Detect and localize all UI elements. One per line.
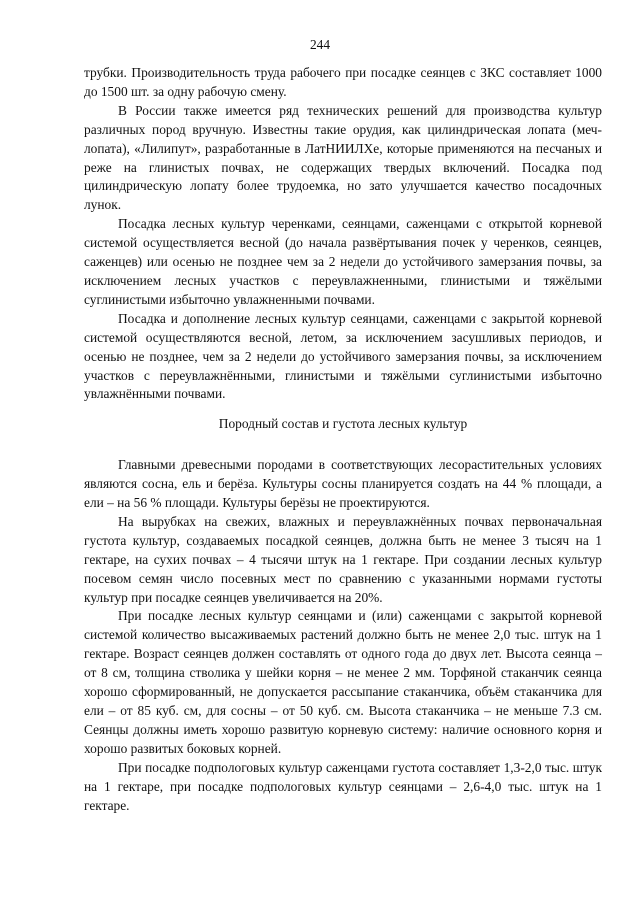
paragraph: В России также имеется ряд технических решений для производства культур различных пород вручную. Известны такие орудия, как цилиндрическая лопата (меч-лопата), «Лилипут», разработанные в ЛатНИИЛХе, которые применяются на песчаных и реже на глинистых почвах, не содержащих твердых включений. Посадка под цилиндрическую лопату более трудоемка, но зато улучшается качество посадочных лунок.: [84, 102, 602, 213]
paragraph: На вырубках на свежих, влажных и переувлажнённых почвах первоначальная густота культур, создаваемых посадкой сеянцев, должна быть не менее 3 тысяч на 1 гектаре, на сухих почвах – 4 тысячи штук на 1 гектаре. При создании лесных культур посевом семян число посевных мест по сравнению с указанными нормами густоты культур при посадке сеянцев увеличивается на 20%.: [84, 513, 602, 605]
paragraph: Посадка лесных культур черенками, сеянцами, саженцами с открытой корневой системой осуществляется весной (до начала развёртывания почек у черенков, сеянцев, саженцев) или осенью не позднее чем за 2 недели до устойчивого замерзания почвы, за исключением лесных участков с переувлажненными, глинистыми и тяжёлыми суглинистыми избыточно увлажненными почвами.: [84, 216, 602, 307]
paragraph: трубки. Производительность труда рабочего при посадке сеянцев с ЗКС составляет 1000 до 1500 шт. за одну рабочую смену.: [84, 65, 602, 99]
section-heading: Породный состав и густота лесных культур: [218, 416, 468, 432]
paragraph: При посадке подпологовых культур саженцами густота составляет 1,3-2,0 тыс. штук на 1 гектаре, при посадке подпологовых культур сеянцами – 2,6-4,0 тыс. штук на 1 гектаре.: [84, 759, 602, 813]
page-number: 244: [309, 37, 331, 52]
body-text: [84, 64, 602, 815]
paragraph: При посадке лесных культур сеянцами и (или) саженцами с закрытой корневой системой количество высаживаемых растений должно быть не менее 2,0 тыс. штук на 1 гектаре. Возраст сеянцев должен составлять от одного года до двух лет. Высота сеянца – от 8 см, толщина стволика у шейки корня – не менее 2 мм. Торфяной стаканчик сеянца хорошо сформированный, не допускается рассыпание стаканчика, объём стаканчика для ели – от 85 куб. см, для сосны – от 50 куб. см. Высота стаканчика – не меньше 7.3 см. Сеянцы должны иметь хорошо развитую корневую систему: наличие основного корня и хорошо развитых боковых корней.: [84, 608, 602, 756]
paragraph: Главными древесными породами в соответствующих лесорастительных условиях являются сосна, ель и берёза. Культуры сосны планируется создать на 44 % площади, а ели – на 56 % площади. Культуры берёзы не проектируются.: [84, 457, 602, 511]
paragraph: Посадка и дополнение лесных культур сеянцами, саженцами с закрытой корневой системой осуществляются весной, летом, за исключением засушливых периодов, и осенью не позднее, чем за 2 недели до устойчивого замерзания почвы, за исключением участков с переувлажнёнными, глинистыми и тяжёлыми суглинистыми избыточно увлажнёнными почвами.: [84, 310, 602, 402]
